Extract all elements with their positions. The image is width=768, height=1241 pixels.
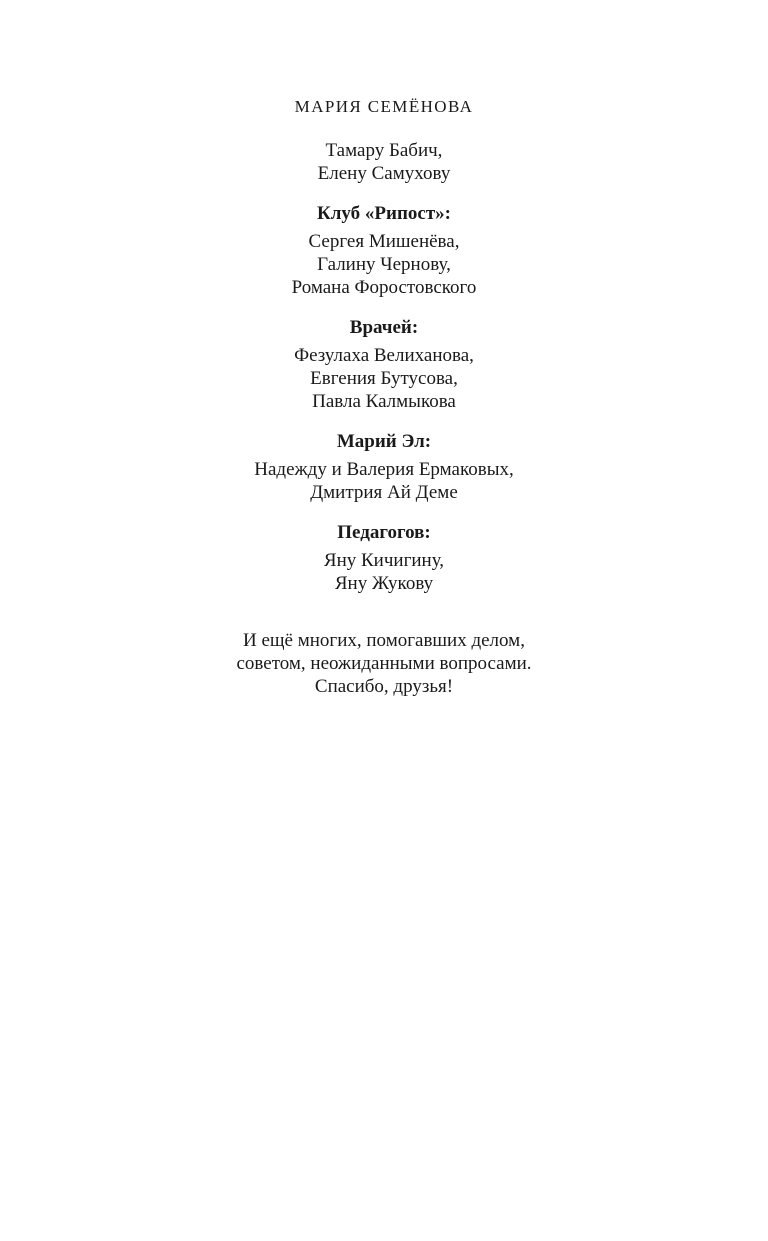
acknowledgements [0,139,768,715]
closing-line: советом, неожиданными вопросами. [236,653,532,674]
intro-block [0,139,768,185]
group-name: Фезулаха Велиханова, [294,345,474,366]
group-name: Павла Калмыкова [312,391,456,412]
group-heading: Педагогов: [337,522,431,543]
group-name: Романа Форостовского [291,277,477,298]
group-heading: Врачей: [349,317,419,338]
running-head: МАРИЯ СЕМЁНОВА [294,97,474,116]
group-teachers [0,521,768,595]
group-name: Надежду и Валерия Ермаковых, [254,459,514,480]
closing-line: Спасибо, друзья! [314,676,454,697]
group-doctors [0,316,768,413]
group-name: Евгения Бутусова, [310,368,458,389]
group-mari-el [0,430,768,504]
closing-paragraph [0,629,768,698]
group-name: Яну Кичигину, [323,550,445,571]
group-name: Галину Чернову, [317,254,451,275]
group-club-ripost [0,202,768,299]
intro-name: Тамару Бабич, [325,140,443,161]
group-heading: Марий Эл: [336,431,432,452]
intro-name: Елену Самухову [317,163,451,184]
group-heading: Клуб «Рипост»: [316,203,452,224]
closing-line: И ещё многих, помогавших делом, [243,630,525,651]
group-name: Сергея Мишенёва, [308,231,460,252]
group-name: Яну Жукову [334,573,434,594]
group-name: Дмитрия Ай Деме [310,482,458,503]
